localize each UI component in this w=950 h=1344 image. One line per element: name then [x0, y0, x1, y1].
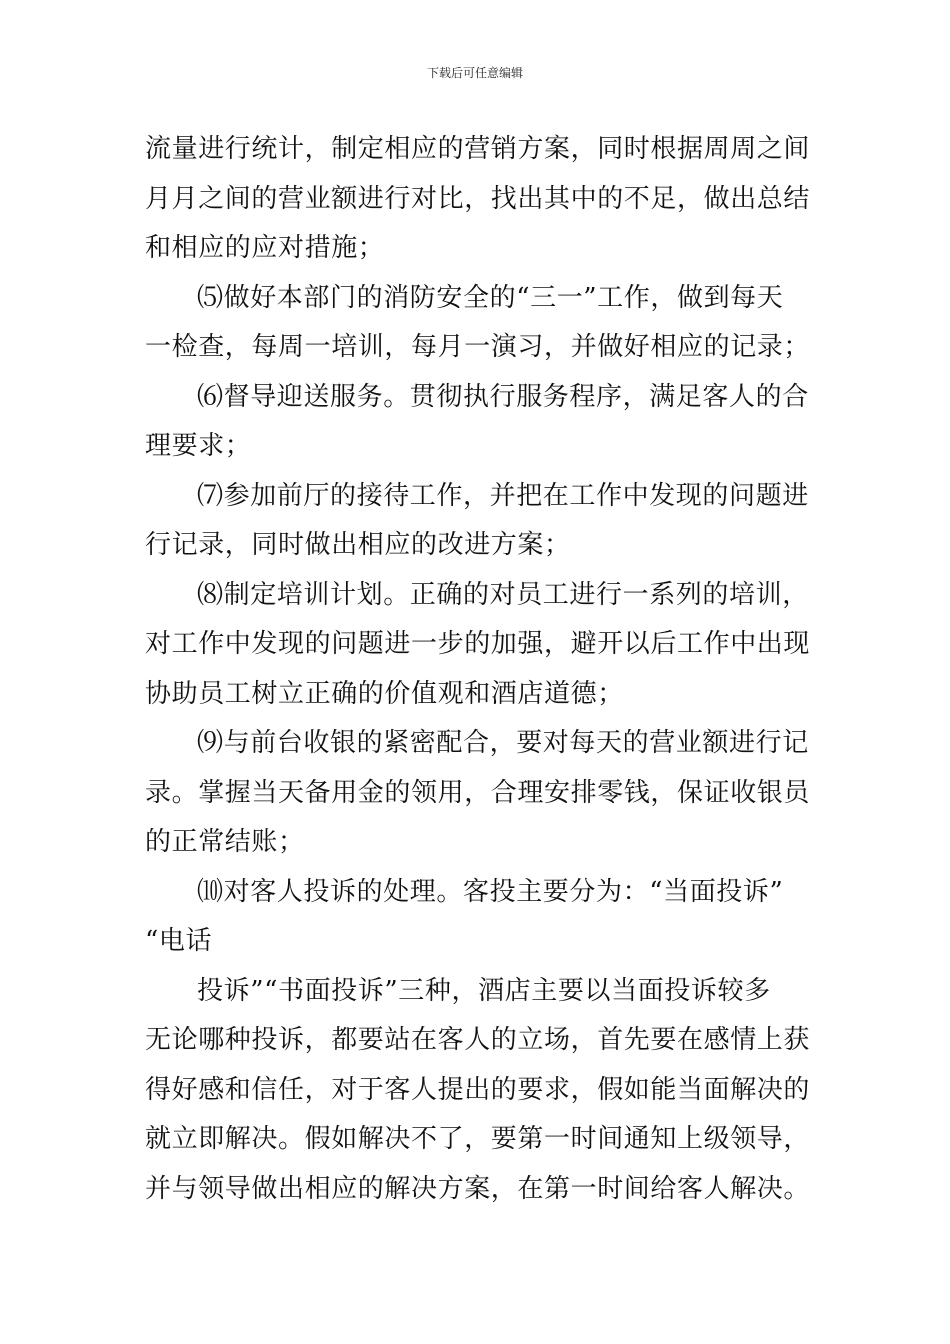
text-line: ⑺参加前厅的接待工作，并把在工作中发现的问题进: [197, 480, 809, 511]
text-line: 和相应的应对措施；: [145, 233, 385, 263]
text-line: 并与领导做出相应的解决方案，在第一时间给客人解决。: [145, 1173, 811, 1204]
text-line: ⑼与前台收银的紧密配合，要对每天的营业额进行记: [197, 728, 809, 758]
text-line: ⑽对客人投诉的处理。客投主要分为：“当面投诉”: [197, 876, 784, 907]
text-line: 月月之间的营业额进行对比，找出其中的不足，做出总结: [145, 183, 811, 214]
text-line: 协助员工树立正确的价值观和酒店道德；: [145, 678, 624, 709]
text-line: 流量进行统计，制定相应的营销方案，同时根据周周之间: [145, 134, 811, 164]
text-line: 行记录，同时做出相应的改进方案；: [145, 530, 571, 560]
page-header: 下载后可任意编辑: [426, 66, 523, 80]
text-line: 对工作中发现的问题进一步的加强，避开以后工作中出现: [145, 629, 811, 659]
text-line: 的正常结账；: [145, 827, 305, 857]
text-line: 得好感和信任，对于客人提出的要求，假如能当面解决的: [145, 1074, 811, 1105]
text-line: 录。掌握当天备用金的领用，合理安排零钱，保证收银员: [145, 777, 811, 808]
text-line: 就立即解决。假如解决不了，要第一时间通知上级领导，: [145, 1124, 811, 1154]
text-line: 理要求；: [145, 431, 252, 461]
document-body: [145, 125, 815, 1214]
text-line: ⑸做好本部门的消防安全的“三一”工作，做到每天: [197, 282, 784, 313]
text-line: 无论哪种投诉，都要站在客人的立场，首先要在感情上获: [145, 1025, 811, 1055]
text-line: “电话: [145, 926, 213, 956]
text-line: 投诉”“书面投诉”三种，酒店主要以当面投诉较多: [197, 975, 771, 1006]
text-line: ⑻制定培训计划。正确的对员工进行一系列的培训，: [197, 579, 809, 610]
text-line: ⑹督导迎送服务。贯彻执行服务程序，满足客人的合: [197, 381, 809, 412]
text-line: 一检查，每周一培训，每月一演习，并做好相应的记录；: [145, 332, 811, 362]
